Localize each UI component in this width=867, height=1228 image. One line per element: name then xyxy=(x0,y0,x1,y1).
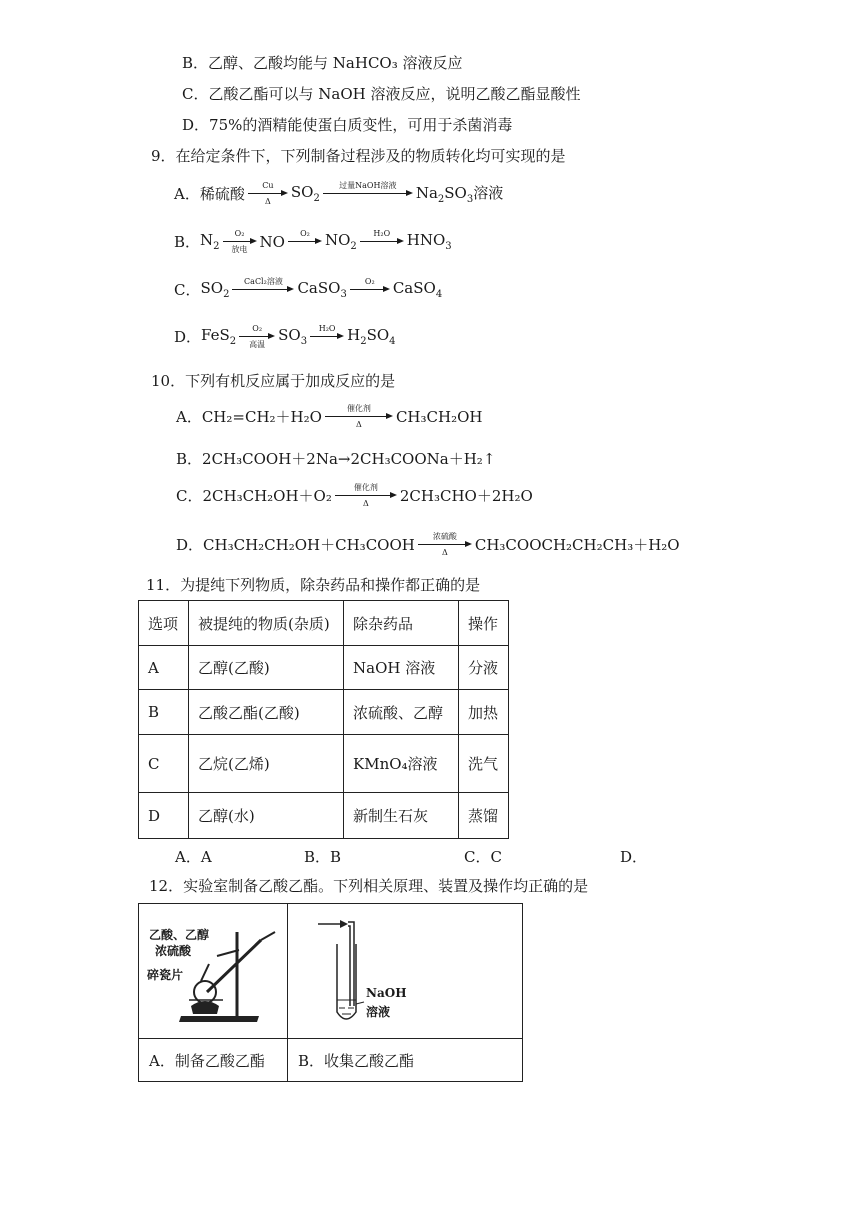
table-header-cell: 被提纯的物质(杂质) xyxy=(189,601,344,646)
reaction-arrow: CaCl₂溶液 xyxy=(232,277,294,302)
table-cell: 蒸馏 xyxy=(459,793,509,839)
reaction-arrow: 过量NaOH溶液 xyxy=(323,181,413,206)
q10-option-d: D．CH₃CH₂CH₂OH＋CH₃COOH 浓硫酸 Δ CH₃COOCH₂CH₂CH₃＋H₂O xyxy=(176,532,680,557)
figure-a-label: 碎瓷片 xyxy=(147,968,184,982)
reaction-arrow: H₂O xyxy=(360,229,404,254)
figure-b-label: NaOH xyxy=(366,986,407,1000)
table-row xyxy=(139,735,509,793)
table-header-cell: 操作 xyxy=(459,601,509,646)
reaction-arrow: O₂ xyxy=(288,229,322,254)
table-cell: 乙醇(水) xyxy=(189,793,344,839)
table-cell: 洗气 xyxy=(459,735,509,793)
figure-b-cell xyxy=(288,904,523,1039)
figure-a-label: 浓硫酸 xyxy=(155,944,192,958)
figure-b-label: 溶液 xyxy=(366,1005,391,1019)
q10-stem: 10．下列有机反应属于加成反应的是 xyxy=(151,372,396,390)
table-row xyxy=(139,793,509,839)
q9-option-d: D． FeS$_2$ O₂ 高温 $SO_3$ H₂O $H_2SO_4$ xyxy=(174,324,396,349)
table-cell: 加热 xyxy=(459,690,509,735)
table-header-cell: 除杂药品 xyxy=(344,601,459,646)
reaction-arrow: 催化剂 Δ xyxy=(325,404,393,429)
reaction-arrow: H₂O xyxy=(310,324,344,349)
q9-option-b: B． $N_2$ O₂ 放电 NO O₂ $NO_2$ H₂O $HNO_3$ xyxy=(174,229,452,254)
table-cell: NaOH 溶液 xyxy=(344,646,459,690)
q11-option-c: C．C xyxy=(464,848,502,866)
q10-option-a: A．CH₂=CH₂＋H₂O 催化剂 Δ CH₃CH₂OH xyxy=(176,404,483,429)
q11-option-b: B．B xyxy=(304,848,342,866)
table-cell: KMnO₄溶液 xyxy=(344,735,459,793)
reaction-arrow: O₂ xyxy=(350,277,390,302)
table-cell: 新制生石灰 xyxy=(344,793,459,839)
reaction-arrow: 浓硫酸 Δ xyxy=(418,532,472,557)
reaction-arrow: 催化剂 Δ xyxy=(335,483,397,508)
q8-option-b: B．乙醇、乙酸均能与 NaHCO₃ 溶液反应 xyxy=(182,54,463,72)
table-row xyxy=(139,690,509,735)
table-cell: B xyxy=(139,690,189,735)
table-header-row xyxy=(139,601,509,646)
table-cell: 浓硫酸、乙醇 xyxy=(344,690,459,735)
q10-option-c: C．2CH₃CH₂OH＋O₂ 催化剂 Δ 2CH₃CHO＋2H₂O xyxy=(176,483,533,508)
reaction-arrow: Cu Δ xyxy=(248,181,288,206)
q12-stem: 12．实验室制备乙酸乙酯。下列相关原理、装置及操作均正确的是 xyxy=(149,877,589,895)
q9-option-a: A． 稀硫酸 Cu Δ $SO_2$ 过量NaOH溶液 $Na_2SO_3$溶液 xyxy=(174,181,504,206)
table-header-cell: 选项 xyxy=(139,601,189,646)
table-row xyxy=(139,646,509,690)
reaction-arrow: O₂ 放电 xyxy=(223,229,257,254)
table-cell: D xyxy=(139,793,189,839)
q8-option-c: C．乙酸乙酯可以与 NaOH 溶液反应，说明乙酸乙酯显酸性 xyxy=(182,85,581,103)
q11-stem: 11．为提纯下列物质，除杂药品和操作都正确的是 xyxy=(146,576,481,594)
reaction-arrow: O₂ 高温 xyxy=(239,324,275,349)
q12-figure-table xyxy=(138,903,523,1082)
table-cell: 分液 xyxy=(459,646,509,690)
q9-stem: 9．在给定条件下，下列制备过程涉及的物质转化均可实现的是 xyxy=(151,147,566,165)
table-cell: C xyxy=(139,735,189,793)
figure-a-caption: A．制备乙酸乙酯 xyxy=(139,1039,288,1082)
figure-b-caption: B．收集乙酸乙酯 xyxy=(288,1039,523,1082)
collection-apparatus-illustration xyxy=(288,904,522,1038)
q9-option-c: C． $SO_2$ CaCl₂溶液 CaSO$_3$ O₂ CaSO$_4$ xyxy=(174,277,443,300)
table-cell: A xyxy=(139,646,189,690)
q11-option-d: D． xyxy=(620,848,648,866)
q10-option-b: B．2CH₃COOH＋2Na→2CH₃COONa＋H₂↑ xyxy=(176,450,496,468)
table-cell: 乙烷(乙烯) xyxy=(189,735,344,793)
table-cell: 乙醇(乙酸) xyxy=(189,646,344,690)
q11-option-a: A．A xyxy=(175,848,212,866)
q11-table xyxy=(138,600,509,839)
figure-a-cell xyxy=(139,904,288,1039)
table-cell: 乙酸乙酯(乙酸) xyxy=(189,690,344,735)
q8-option-d: D．75%的酒精能使蛋白质变性，可用于杀菌消毒 xyxy=(182,116,513,134)
figure-a-label: 乙酸、乙醇 xyxy=(149,928,210,942)
